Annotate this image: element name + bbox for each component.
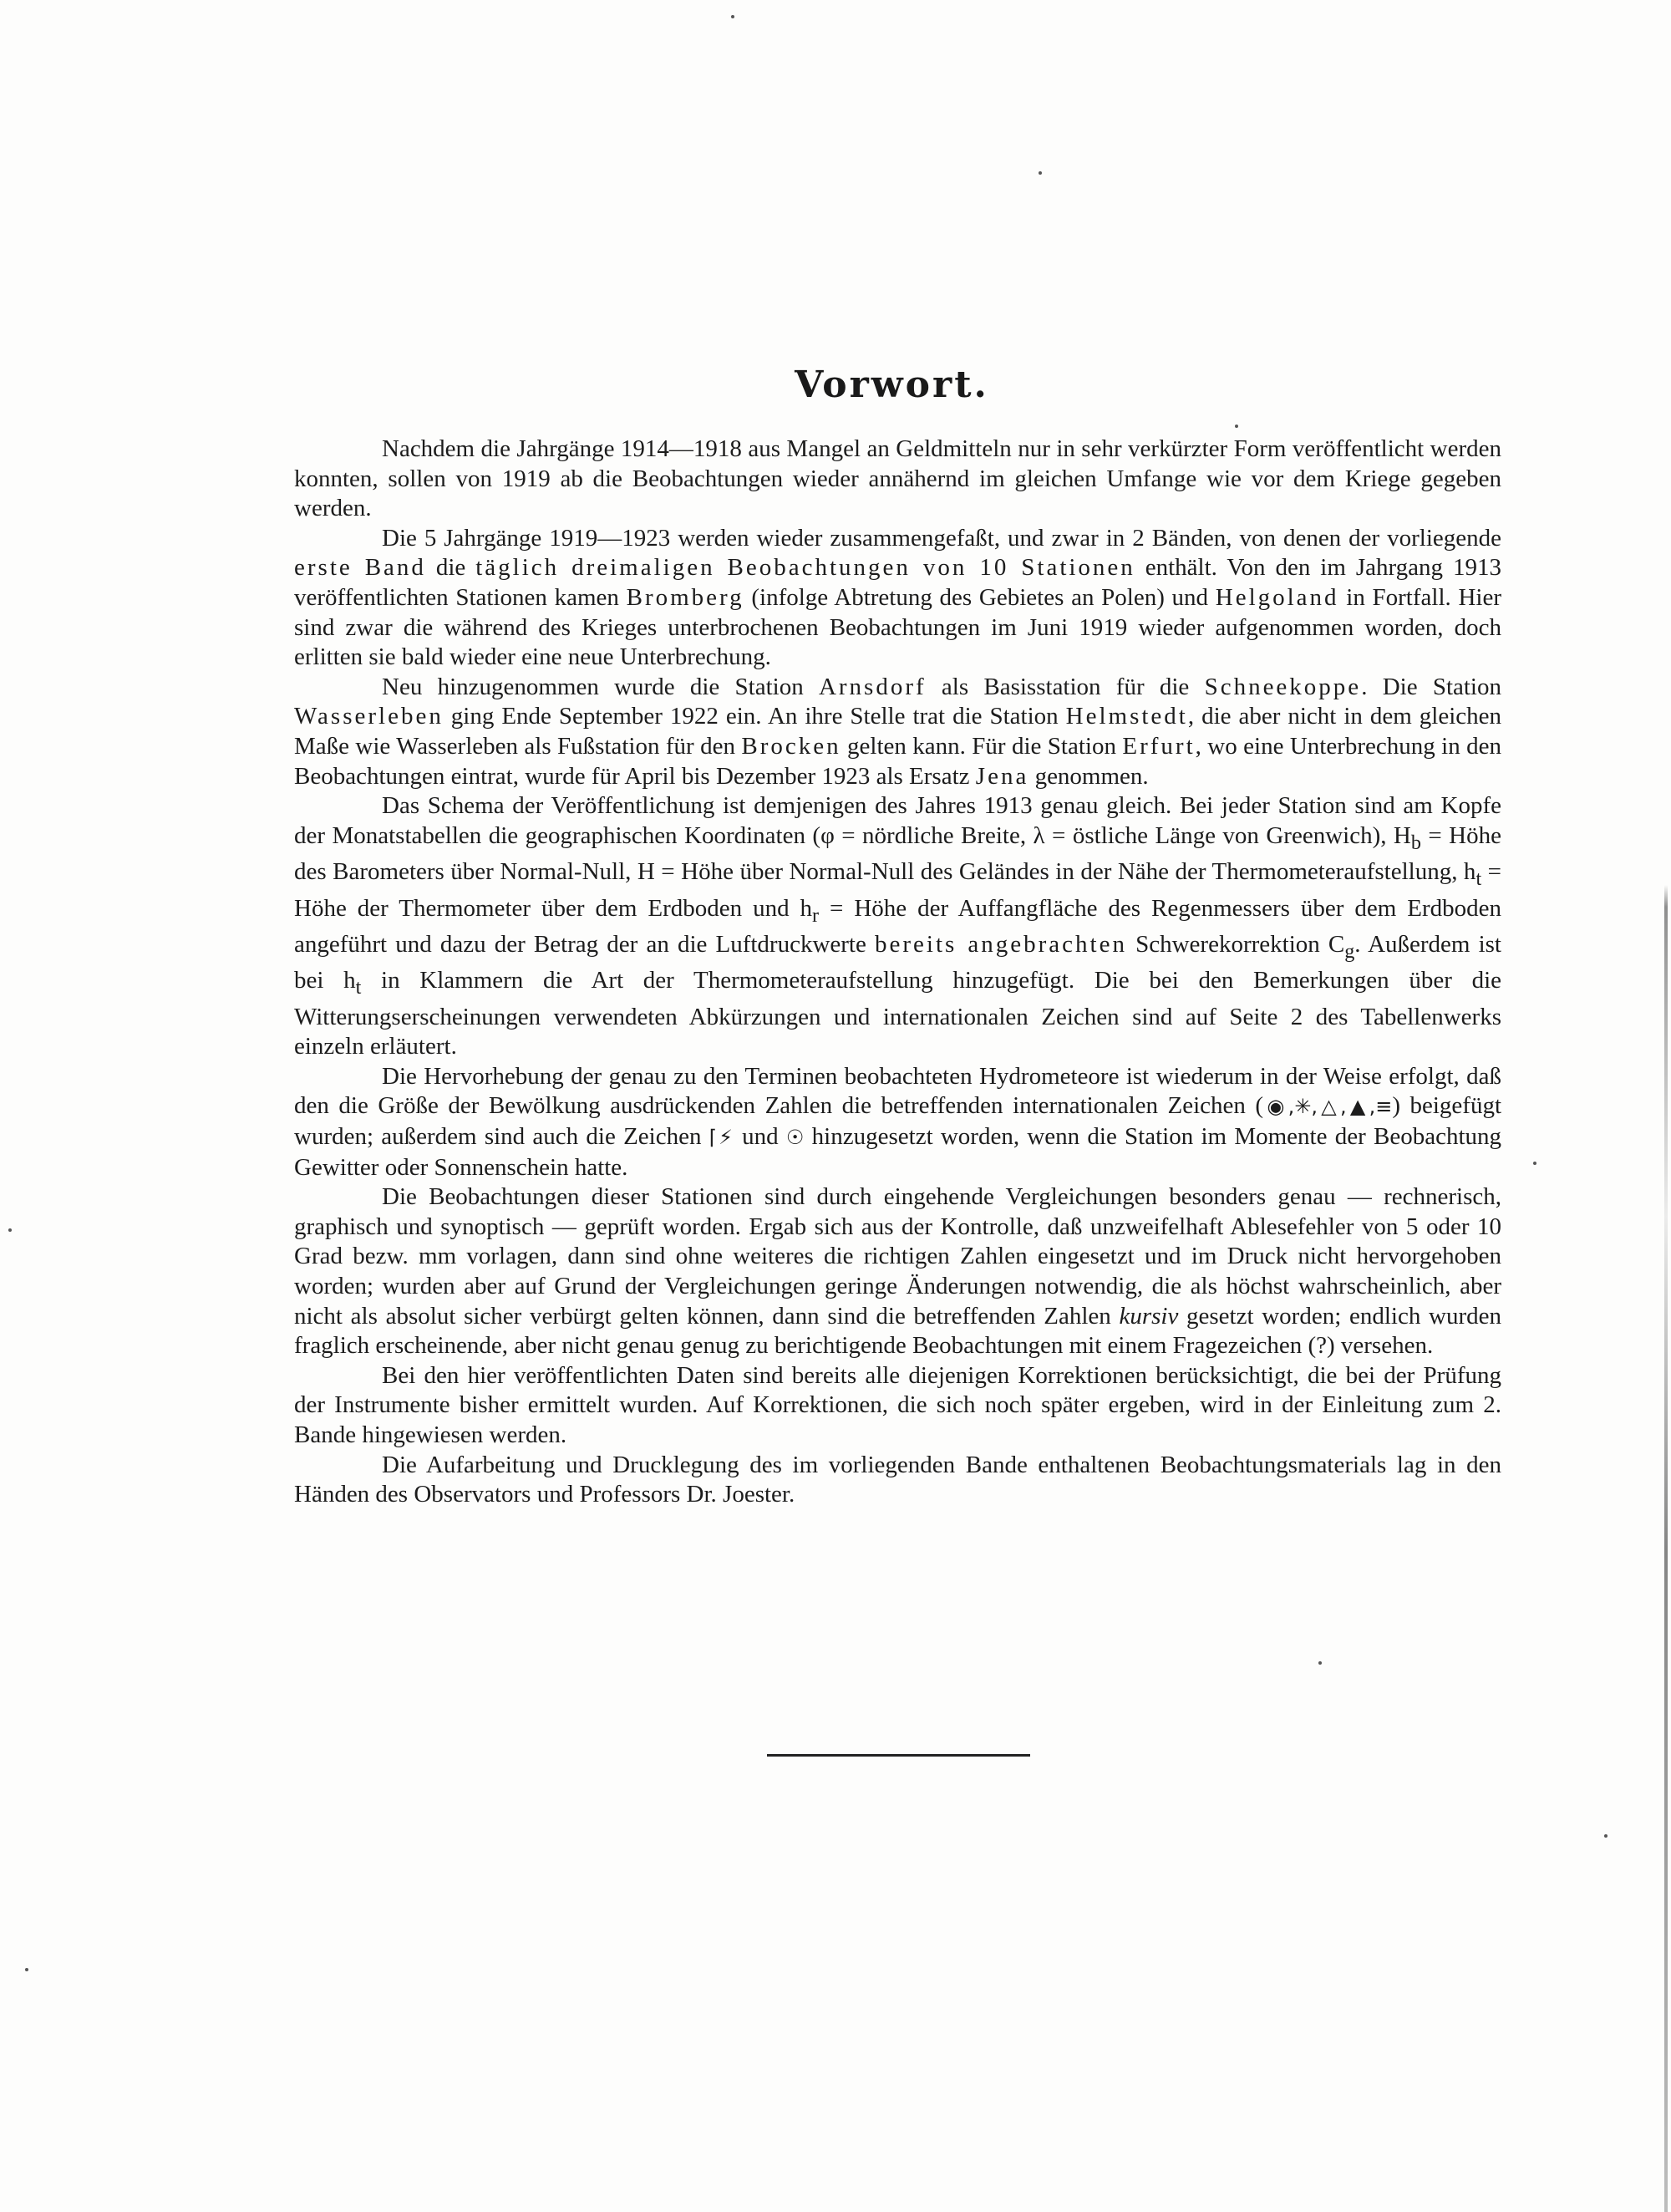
spaced-text: erste Band: [294, 554, 426, 582]
station-name: Helgoland: [1215, 583, 1339, 611]
text-run: = Höhe der Thermometer über dem Erdboden und h: [294, 858, 1502, 922]
station-name: Helmstedt: [1065, 703, 1188, 730]
text-run: (infolge Abtretung des Gebietes an Polen) und: [744, 583, 1216, 611]
station-name: Bromberg: [626, 583, 744, 611]
station-name: Schneekoppe: [1204, 673, 1362, 700]
text-run: die: [425, 554, 476, 582]
paragraph-4: [294, 791, 1501, 1062]
text-run: Neu hinzugenommen wurde die Station: [382, 673, 819, 700]
text-run: , die aber nicht in dem gleichen Maße wie Wasserleben als Fußstation für den: [294, 703, 1501, 760]
text-run: enthält. Von den im Jahrgang 1913 veröffentlichten Stationen kamen: [294, 554, 1501, 611]
sunshine-icon: ☉: [785, 1126, 805, 1150]
text-run: gesetzt worden; endlich wurden fraglich erscheinende, aber nicht genau genug zu berichtigende Beobachtungen mit einem Fragezeichen (?) versehen.: [294, 1302, 1501, 1360]
text-run: = Höhe der Auffangfläche des Regenmessers über dem Erdboden angeführt und dazu der Betrag der an die Luftdruckwerte: [294, 894, 1501, 958]
paragraph-2: [294, 524, 1501, 673]
paragraph-5: [294, 1062, 1501, 1182]
paragraph-1: Nachdem die Jahrgänge 1914—1918 aus Mangel an Geldmitteln nur in sehr verkürzter Form veröffentlicht werden konnten, sollen von 1919 ab die Beobachtungen wieder annähernd im gleichen Umfange wie vor dem Kriege gegeben werden.: [294, 435, 1501, 522]
subscript: b: [1410, 831, 1421, 854]
scan-speck: [25, 1968, 28, 1971]
station-name: Erfurt: [1122, 732, 1196, 760]
text-run: Die 5 Jahrgänge 1919—1923 werden wieder zusammengefaßt, und zwar in 2 Bänden, von denen der vorliegende: [382, 524, 1501, 552]
text-run: gelten kann. Für die Station: [841, 732, 1123, 760]
paragraph-7: Bei den hier veröffentlichten Daten sind bereits alle diejenigen Korrektionen berücksichtigt, die bei der Prüfung der Instrumente bisher ermittelt wurden. Auf Korrektionen, die sich noch später ergeben, wird in der Einleitung zum 2. Bande hingewiesen werden.: [294, 1361, 1501, 1448]
closing-rule: [767, 1754, 1030, 1757]
scan-speck: [1604, 1834, 1608, 1838]
subscript: t: [1475, 867, 1482, 890]
station-name: Arnsdorf: [818, 673, 927, 700]
text-run: in Fortfall. Hier sind zwar die während des Krieges unterbrochenen Beobachtungen im Juni 1919 wieder aufgenommen worden, doch erlitten sie bald wieder eine neue Unterbrechung.: [294, 583, 1501, 671]
text-run: und: [734, 1123, 786, 1151]
scan-speck: [8, 1228, 12, 1232]
text-run: in Klammern die Art der Thermometeraufstellung hinzugefügt. Die bei den Bemerkungen über die Witterungserscheinungen verwendeten Abkürzungen und internationalen Zeichen sind auf Seite 2 des Tabellenwerks einzeln erläutert.: [294, 967, 1501, 1060]
station-name: Jena: [975, 762, 1029, 790]
text-run: Das Schema der Veröffentlichung ist demjenigen des Jahres 1913 genau gleich. Bei jeder Station sind am Kopfe der Monatstabellen die geographischen Koordinaten (φ = nördliche Breite, λ = östliche Länge von Greenwich), H: [294, 792, 1501, 849]
text-run: genommen.: [1029, 762, 1149, 790]
text-run: ging Ende September 1922 ein. An ihre Stelle trat die Station: [443, 703, 1066, 730]
spaced-text: täglich dreimaligen Beobachtungen von 10 Stationen: [475, 554, 1135, 582]
paragraph-6: [294, 1182, 1501, 1361]
text-run: . Außerdem ist bei h: [294, 930, 1501, 994]
scan-speck: [1533, 1162, 1536, 1165]
station-name: Brocken: [741, 732, 841, 760]
foreword-body: [294, 435, 1501, 1510]
subscript: r: [812, 903, 820, 927]
weather-symbols-icon: ◉,✳,△,▲,≡: [1263, 1095, 1393, 1119]
scan-speck: [1235, 425, 1238, 428]
spaced-text: bereits angebrachten: [874, 930, 1127, 958]
text-run: Die Beobachtungen dieser Stationen sind durch eingehende Vergleichungen besonders genau — rechnerisch, graphisch und synoptisch — geprüft worden. Ergab sich aus der Kontrolle, daß unzweifelhaft Ablesefehler von 5 oder 10 Grad bezw. mm vorlagen, dann sind ohne weiteres die richtigen Zahlen eingesetzt und im Druck nicht hervorgehoben worden; wurden aber auf Grund der Vergleichungen geringe Änderungen notwendig, die als höchst wahrscheinlich, aber nicht als absolut sicher verbürgt gelten können, dann sind die betreffenden Zahlen: [294, 1183, 1501, 1330]
scan-edge: [1664, 0, 1668, 2212]
page-title: Vorwort.: [795, 364, 989, 406]
text-run: Die Hervorhebung der genau zu den Terminen beobachteten Hydrometeore ist wiederum in der Weise erfolgt, daß den die Größe der Bewölkung ausdrückenden Zahlen die betreffenden internationalen Zeichen (: [294, 1062, 1501, 1120]
thunderstorm-icon: ⌈⚡: [709, 1126, 734, 1150]
text-run: ) beigefügt wurden; außerdem sind auch die Zeichen: [294, 1092, 1502, 1151]
station-name: Wasserleben: [294, 703, 444, 730]
scan-speck: [731, 15, 734, 18]
paragraph-3: [294, 673, 1501, 791]
text-run: , wo eine Unterbrechung in den Beobachtungen eintrat, wurde für April bis Dezember 1923 als Ersatz: [294, 732, 1501, 790]
paragraph-8: Die Aufarbeitung und Drucklegung des im vorliegenden Bande enthaltenen Beobachtungsmaterials lag in den Händen des Observators und Professors Dr. Joester.: [294, 1451, 1501, 1508]
text-run: hinzugesetzt worden, wenn die Station im Momente der Beobachtung Gewitter oder Sonnenschein hatte.: [294, 1123, 1502, 1181]
text-run: als Basisstation für die: [926, 673, 1205, 700]
subscript: g: [1344, 939, 1355, 963]
scan-speck: [1318, 1661, 1322, 1665]
text-run: Schwerekorrektion C: [1126, 930, 1345, 958]
text-run: = Höhe des Barometers über Normal-Null, H = Höhe über Normal-Null des Geländes in der Nähe der Thermometeraufstellung, h: [294, 821, 1501, 886]
scan-speck: [1039, 171, 1042, 175]
text-run: . Die Station: [1361, 673, 1501, 700]
subscript: t: [355, 976, 362, 999]
italic-word: kursiv: [1119, 1302, 1179, 1330]
